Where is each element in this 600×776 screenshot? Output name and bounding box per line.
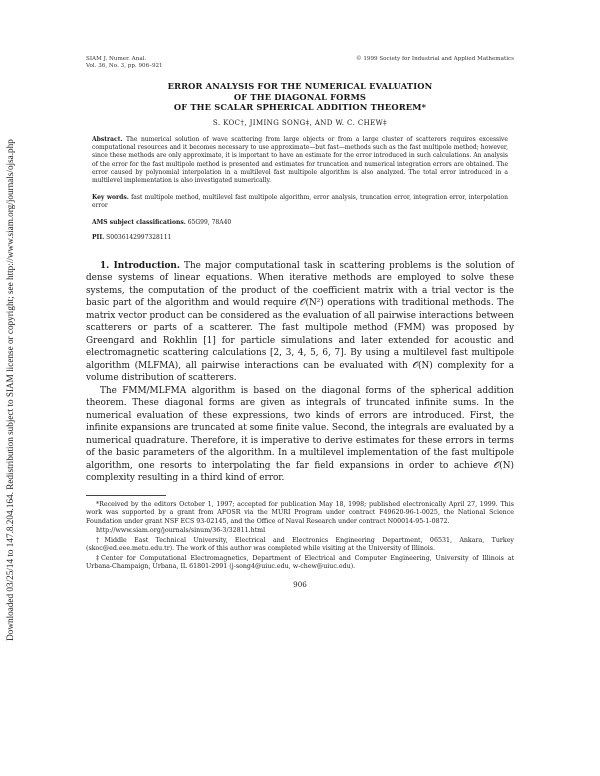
pii-label: PII. bbox=[92, 234, 105, 242]
pii-text: S0036142997328111 bbox=[106, 234, 172, 242]
keywords-label: Key words. bbox=[92, 193, 129, 201]
title-line: ERROR ANALYSIS FOR THE NUMERICAL EVALUATION bbox=[167, 81, 433, 91]
paragraph: The FMM/MLFMA algorithm is based on the diagonal forms of the spherical addition theorem. These diagonal forms are given as integrals of truncated infinite sums. In the numerical evaluation of these expressions, two kinds of errors are introduced. First, the infinite expansions are truncated at some finite value. Second, the integrals are evaluated by a numerical quadrature. Therefore, it is imperative to derive estimates for these errors in terms of the basic parameters of the algorithm. In a multilevel implementation of the fast multipole algorithm, one resorts to interpolating the far field expansions in order to achieve 𝒪(N) complexity resulting in a third kind of error. bbox=[86, 385, 514, 484]
keywords-text: fast multipole method, multilevel fast multipole algorithm, error analysis, truncation error, integration error, interpolation error bbox=[92, 193, 508, 209]
footnote: *Received by the editors October 1, 1997; accepted for publication May 18, 1998; published electronically April 27, 1999. This work was supported by a grant from AFOSR via the MURI Program under contract F49620-96-1-0025, the National Science Foundation under grant NSF ECS 93-02145, and the Office of Naval Research under contract N00014-95-1-0872. bbox=[86, 500, 514, 525]
title-line: OF THE SCALAR SPHERICAL ADDITION THEOREM* bbox=[173, 102, 427, 113]
download-notice bbox=[2, 60, 18, 720]
running-head bbox=[86, 56, 514, 70]
journal-name: SIAM J. Numer. Anal. bbox=[86, 56, 147, 62]
footnote-divider bbox=[86, 495, 166, 496]
running-head-left bbox=[86, 56, 163, 70]
title-line: OF THE DIAGONAL FORMS bbox=[233, 91, 367, 102]
page-number: 906 bbox=[293, 579, 307, 589]
footnotes bbox=[86, 501, 514, 572]
copyright-notice: © 1999 Society for Industrial and Applied Mathematics bbox=[355, 56, 514, 62]
ams-label: AMS subject classifications. bbox=[92, 219, 186, 227]
volume-info: Vol. 36, No. 3, pp. 906–921 bbox=[86, 63, 163, 69]
download-notice-text: Downloaded 03/25/14 to 147.8.204.164. Redistribution subject to SIAM license or copyright; see http://www.siam.org/journals/ojsa.php bbox=[5, 139, 15, 641]
paragraph-text: The major computational task in scattering problems is the solution of dense systems of linear equations. When iterative methods are employed to solve these systems, the computation of the product of the coefficient matrix with a trial vector is the basic part of the algorithm and would require 𝒪(N²) operations with traditional methods. The matrix vector product can be considered as the evaluation of all pairwise interactions between scatterers or parts of a scatterer. The fast multipole method (FMM) was proposed by Greengard and Rokhlin [1] for particle simulations and later extended for acoustic and electromagnetic scattering calculations [2, 3, 4, 5, 6, 7]. By using a multilevel fast multipole algorithm (MLFMA), all pairwise interactions can be evaluated with 𝒪(N) complexity for a volume distribution of scatterers. bbox=[86, 260, 515, 384]
abstract-text: The numerical solution of wave scattering from large objects or from a large cluster of scatterers requires excessive computational resources and it becomes necessary to use approximate—but fast—methods such as the fast multipole method; however, since these methods are only approximate, it is important to have an estimate for the error introduced in such calculations. An analysis of the error for the fast multipole method is presented and estimates for truncation and numerical integration errors are obtained. The error caused by polynomial interpolation in a multilevel fast multipole algorithm is also analyzed. The total error introduced in a multilevel implementation is also investigated numerically. bbox=[92, 135, 508, 185]
paper-page bbox=[86, 56, 514, 589]
section-heading: 1. Introduction. bbox=[100, 260, 180, 271]
footnote: ‡Center for Computational Electromagnetics, Department of Electrical and Computer Engineering, University of Illinois at Urbana-Champaign, Urbana, IL 61801-2991 (j-song4@uiuc.edu, w-chew@uiuc.edu). bbox=[86, 554, 514, 571]
footnote: †Middle East Technical University, Electrical and Electronics Engineering Department, 06531, Ankara, Turkey (skoc@ed.eee.metu.edu.tr). The work of this author was completed while visiting at the University of Illinois. bbox=[86, 536, 514, 553]
paper-title bbox=[86, 81, 514, 113]
abstract-label: Abstract. bbox=[92, 135, 123, 143]
pii bbox=[92, 234, 508, 242]
ams-text: 65G99, 78A40 bbox=[187, 219, 232, 227]
author-list: S. KOC†, JIMING SONG‡, AND W. C. CHEW‡ bbox=[212, 118, 388, 127]
abstract bbox=[92, 136, 508, 186]
footnote-url[interactable]: http://www.siam.org/journals/sinum/36-3/32811.html bbox=[96, 527, 266, 535]
paragraph bbox=[86, 260, 514, 385]
keywords bbox=[92, 194, 508, 211]
introduction-section bbox=[86, 260, 514, 485]
ams-classifications bbox=[92, 219, 508, 227]
